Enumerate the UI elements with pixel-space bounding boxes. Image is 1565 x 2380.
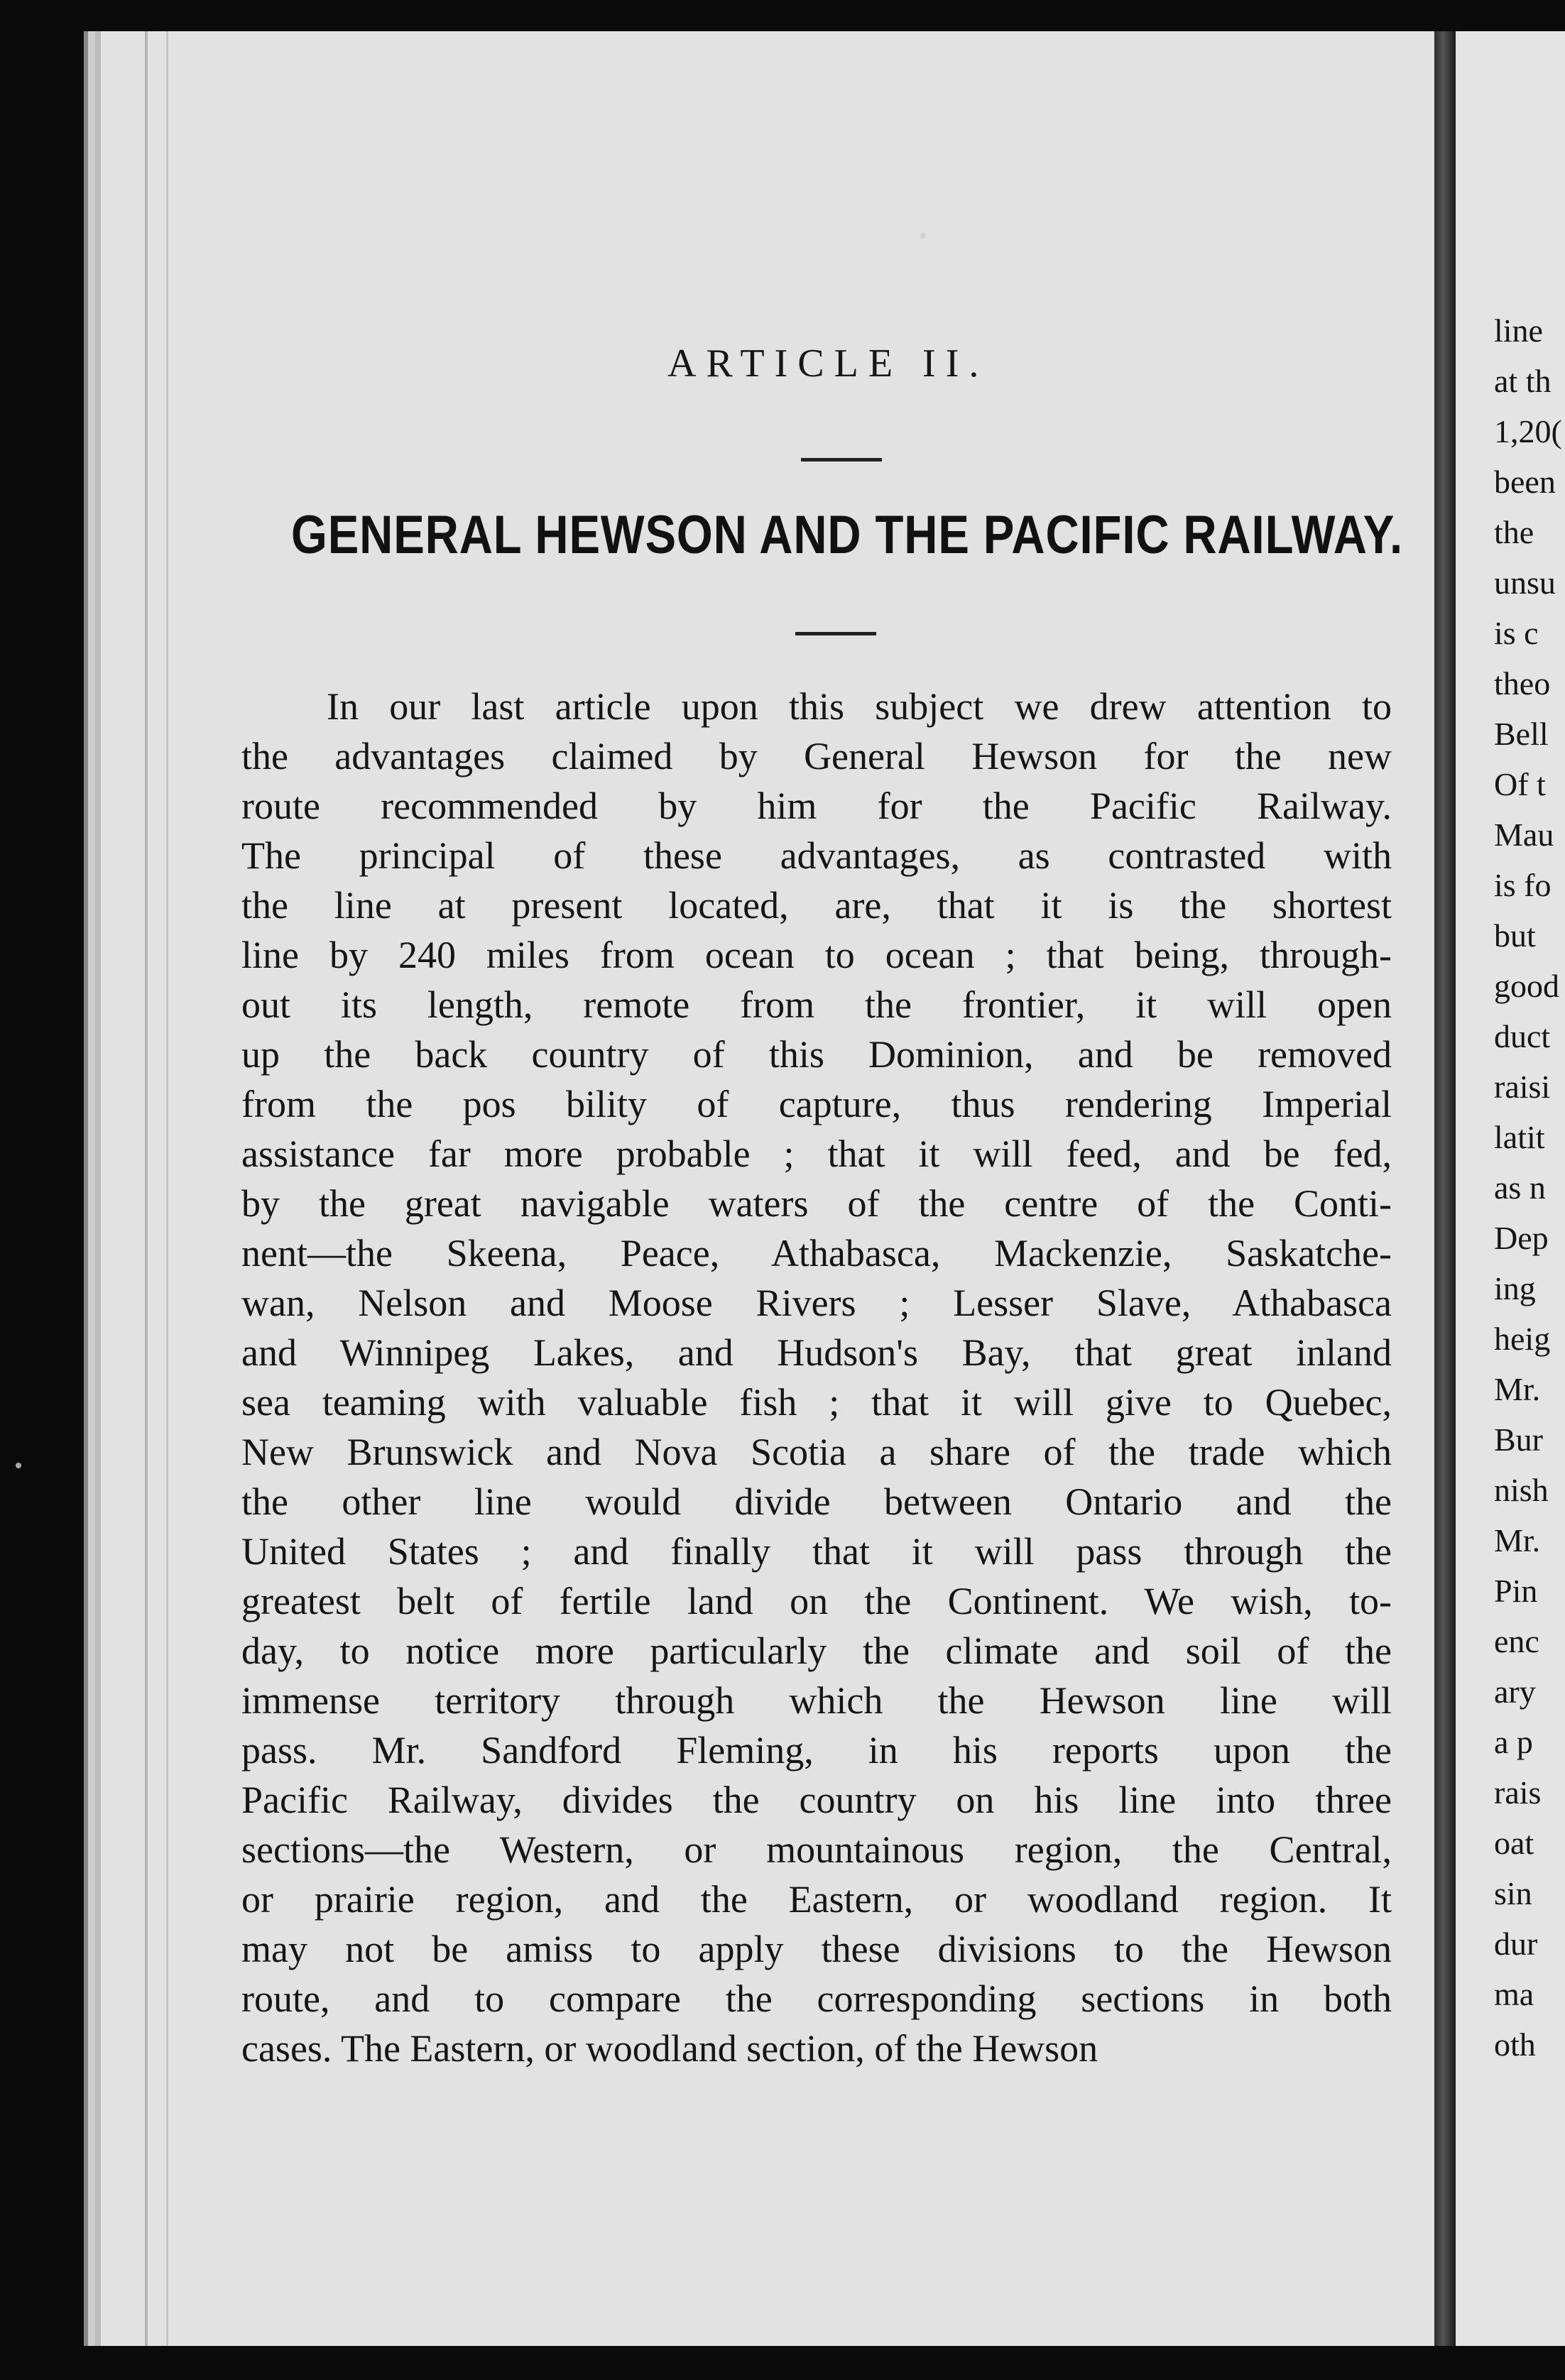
body-line: or prairie region, and the Eastern, or woodland region. It xyxy=(241,1878,1392,1921)
body-line: day, to notice more particularly the climate and soil of the xyxy=(241,1630,1392,1672)
body-line: greatest belt of fertile land on the Continent. We wish, to- xyxy=(241,1580,1392,1622)
speck xyxy=(920,233,926,239)
body-line: from the pos bility of capture, thus rendering Imperial xyxy=(241,1083,1392,1125)
right-page-line: Mau xyxy=(1494,817,1554,853)
body-line: wan, Nelson and Moose Rivers ; Lesser Slave, Athabasca xyxy=(241,1282,1392,1324)
body-line: nent—the Skeena, Peace, Athabasca, Mackenzie, Saskatche- xyxy=(241,1232,1392,1274)
right-page-line: ary xyxy=(1494,1674,1536,1710)
right-page-line: sin xyxy=(1494,1875,1532,1911)
body-line: Pacific Railway, divides the country on his line into three xyxy=(241,1779,1392,1821)
right-page-line: rais xyxy=(1494,1774,1542,1811)
body-line: may not be amiss to apply these divisions to the Hewson xyxy=(241,1928,1392,1970)
right-page-line: but xyxy=(1494,917,1536,954)
body-line: The principal of these advantages, as contrasted with xyxy=(241,834,1392,877)
right-page-line: is c xyxy=(1494,615,1539,651)
body-line: line by 240 miles from ocean to ocean ; that being, through- xyxy=(241,934,1392,976)
body-line: sea teaming with valuable fish ; that it will give to Quebec, xyxy=(241,1381,1392,1424)
right-page-line: Mr. xyxy=(1494,1522,1541,1559)
right-page-line: 1,20( xyxy=(1494,413,1562,449)
body-line: route, and to compare the corresponding sections in both xyxy=(241,1977,1392,2020)
body-line: immense territory through which the Hewson line will xyxy=(241,1679,1392,1722)
body-line: New Brunswick and Nova Scotia a share of the trade which xyxy=(241,1431,1392,1473)
right-page-line: at th xyxy=(1494,363,1552,399)
body-line: assistance far more probable ; that it will feed, and be fed, xyxy=(241,1132,1392,1175)
right-page-line: is fo xyxy=(1494,867,1552,903)
right-page-line: Of t xyxy=(1494,766,1546,802)
right-page-line: Bur xyxy=(1494,1421,1543,1458)
right-page-line: a p xyxy=(1494,1724,1533,1760)
body-line: the line at present located, are, that it is the shortest xyxy=(241,884,1392,927)
right-page-line: enc xyxy=(1494,1623,1539,1659)
right-page-line: raisi xyxy=(1494,1069,1551,1105)
body-line: the advantages claimed by General Hewson for the new xyxy=(241,735,1392,777)
body-line: up the back country of this Dominion, and be removed xyxy=(241,1033,1392,1076)
right-page-line: as n xyxy=(1494,1169,1546,1206)
right-page-line: good xyxy=(1494,968,1559,1004)
body-line: In our last article upon this subject we drew attention to xyxy=(327,685,1392,728)
divider-rule xyxy=(795,632,876,635)
body-line: and Winnipeg Lakes, and Hudson's Bay, that great inland xyxy=(241,1331,1392,1374)
article-body xyxy=(241,682,1392,2073)
right-page-line: nish xyxy=(1494,1472,1549,1508)
right-page-line: dur xyxy=(1494,1926,1538,1962)
article-label: ARTICLE II. xyxy=(667,342,989,386)
right-page-line: ma xyxy=(1494,1976,1534,2012)
right-page-line: Dep xyxy=(1494,1220,1549,1256)
right-page-line: ing xyxy=(1494,1270,1536,1306)
right-page-line: latit xyxy=(1494,1119,1545,1155)
right-page-line: theo xyxy=(1494,665,1551,702)
right-page-line: Bell xyxy=(1494,716,1549,752)
right-page-line: been xyxy=(1494,464,1556,500)
right-page-line: Mr. xyxy=(1494,1371,1541,1407)
body-line: out its length, remote from the frontier, it will open xyxy=(241,983,1392,1026)
speck xyxy=(16,1463,21,1468)
body-line: United States ; and finally that it will pass through the xyxy=(241,1530,1392,1573)
right-page-text xyxy=(1494,305,1565,2070)
divider-rule xyxy=(801,458,882,462)
right-page-line: duct xyxy=(1494,1018,1551,1054)
book-gutter xyxy=(1434,31,1456,2346)
page-title: GENERAL HEWSON AND THE PACIFIC RAILWAY. xyxy=(291,505,1403,565)
right-page-line: oat xyxy=(1494,1825,1534,1861)
right-page-line: unsu xyxy=(1494,564,1556,601)
body-line: cases. The Eastern, or woodland section, of the Hewson xyxy=(241,2027,1098,2070)
body-line: sections—the Western, or mountainous region, the Central, xyxy=(241,1828,1392,1871)
right-page-line: heig xyxy=(1494,1321,1551,1357)
body-line: route recommended by him for the Pacific Railway. xyxy=(241,785,1392,827)
body-line: the other line would divide between Ontario and the xyxy=(241,1480,1392,1523)
right-page-line: Pin xyxy=(1494,1573,1538,1609)
body-line: pass. Mr. Sandford Fleming, in his reports upon the xyxy=(241,1729,1392,1772)
right-page-line: oth xyxy=(1494,2026,1536,2063)
right-page-line: the xyxy=(1494,514,1534,550)
body-line: by the great navigable waters of the centre of the Conti- xyxy=(241,1182,1392,1225)
right-page-line: line xyxy=(1494,312,1543,349)
